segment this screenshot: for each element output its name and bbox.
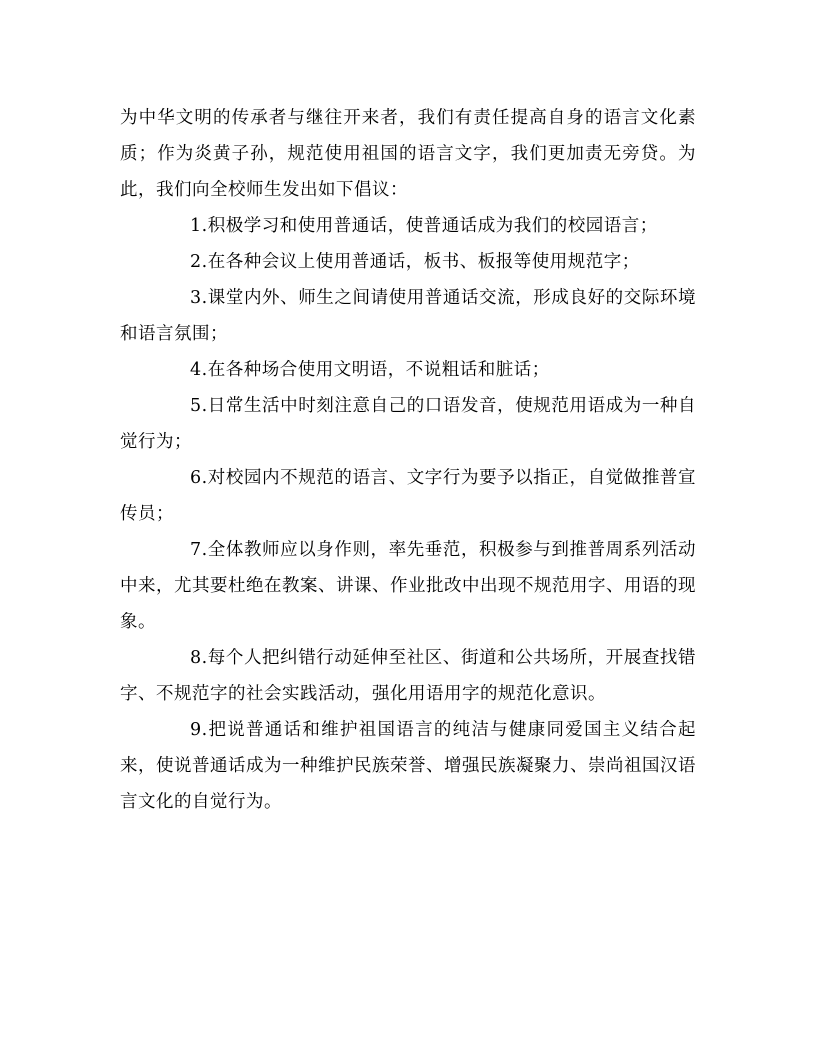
proposal-item-4: 4.在各种场合使用文明语，不说粗话和脏话； (190, 360, 550, 380)
proposal-item-5: 5.日常生活中时刻注意自己的口语发音，使规范用语成为一种自觉行为； (120, 396, 696, 452)
proposal-item-2: 2.在各种会议上使用普通话，板书、板报等使用规范字； (190, 252, 640, 272)
proposal-item-9: 9.把说普通话和维护祖国语言的纯洁与健康同爱国主义结合起来，使说普通话成为一种维护民族荣誉、增强民族凝聚力、崇尚祖国汉语言文化的自觉行为。 (120, 720, 696, 812)
proposal-item-3: 3.课堂内外、师生之间请使用普通话交流，形成良好的交际环境和语言氛围； (120, 288, 696, 344)
document-body (120, 100, 696, 820)
proposal-item-1: 1.积极学习和使用普通话，使普通话成为我们的校园语言； (190, 216, 658, 236)
intro-paragraph: 为中华文明的传承者与继往开来者，我们有责任提高自身的语言文化素质；作为炎黄子孙，规范使用祖国的语言文字，我们更加责无旁贷。为此，我们向全校师生发出如下倡议： (120, 108, 696, 200)
proposal-item-8: 8.每个人把纠错行动延伸至社区、街道和公共场所，开展查找错字、不规范字的社会实践活动，强化用语用字的规范化意识。 (120, 648, 696, 704)
proposal-item-7: 7.全体教师应以身作则，率先垂范，积极参与到推普周系列活动中来，尤其要杜绝在教案、讲课、作业批改中出现不规范用字、用语的现象。 (120, 540, 696, 632)
proposal-item-6: 6.对校园内不规范的语言、文字行为要予以指正，自觉做推普宣传员； (120, 468, 696, 524)
